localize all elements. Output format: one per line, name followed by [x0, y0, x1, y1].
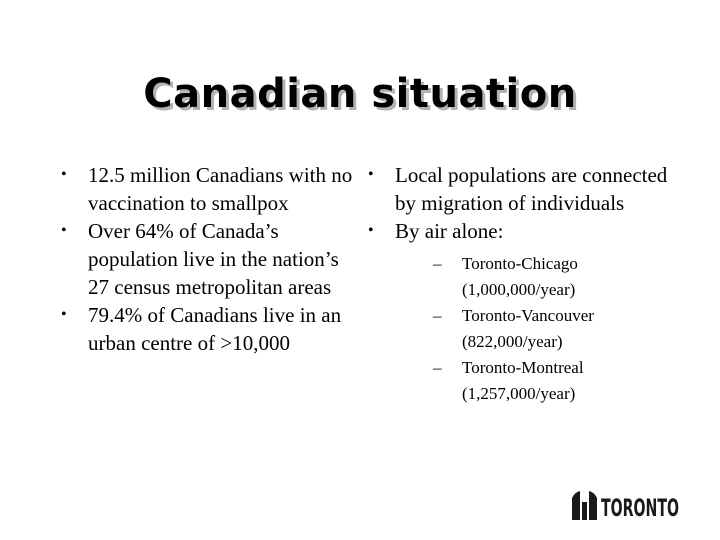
bullet-text: Local populations are connected by migration of individuals — [395, 163, 668, 215]
bullet-item — [365, 161, 675, 217]
sub-bullet-route: Toronto-Vancouver — [462, 306, 594, 325]
bullet-icon: • — [61, 222, 67, 239]
sub-bullet-route: Toronto-Chicago — [462, 254, 578, 273]
bullet-icon: • — [61, 166, 67, 183]
dash-icon: – — [433, 306, 442, 325]
left-bullet-list — [58, 161, 358, 357]
bullet-icon: • — [368, 222, 374, 239]
bullet-icon: • — [61, 306, 67, 323]
slide-title: Canadian situation — [143, 71, 577, 117]
bullet-text: 12.5 million Canadians with no vaccination to smallpox — [88, 163, 353, 215]
bullet-text: By air alone: — [395, 219, 504, 243]
bullet-item — [58, 161, 358, 217]
sub-bullet-route: Toronto-Montreal — [462, 358, 584, 377]
bullet-item — [365, 217, 675, 407]
toronto-logo — [571, 490, 681, 520]
toronto-wordmark: TORONTO — [601, 494, 679, 520]
left-column — [58, 161, 358, 357]
right-bullet-list — [365, 161, 675, 407]
sub-bullet-volume: (1,257,000/year) — [462, 384, 576, 403]
bullet-item — [58, 301, 358, 357]
bullet-item — [58, 217, 358, 301]
sub-bullet-item — [433, 251, 675, 303]
dash-icon: – — [433, 358, 442, 377]
sub-bullet-list — [433, 251, 675, 407]
sub-bullet-item — [433, 303, 675, 355]
bullet-icon: • — [368, 166, 374, 183]
right-column — [365, 161, 675, 407]
sub-bullet-volume: (822,000/year) — [462, 332, 563, 351]
toronto-city-hall-icon — [572, 491, 597, 520]
dash-icon: – — [433, 254, 442, 273]
bullet-text: 79.4% of Canadians live in an urban centre of >10,000 — [88, 303, 342, 355]
sub-bullet-volume: (1,000,000/year) — [462, 280, 576, 299]
bullet-text: Over 64% of Canada’s population live in the nation’s 27 census metropolitan areas — [88, 219, 339, 299]
sub-bullet-item — [433, 355, 675, 407]
